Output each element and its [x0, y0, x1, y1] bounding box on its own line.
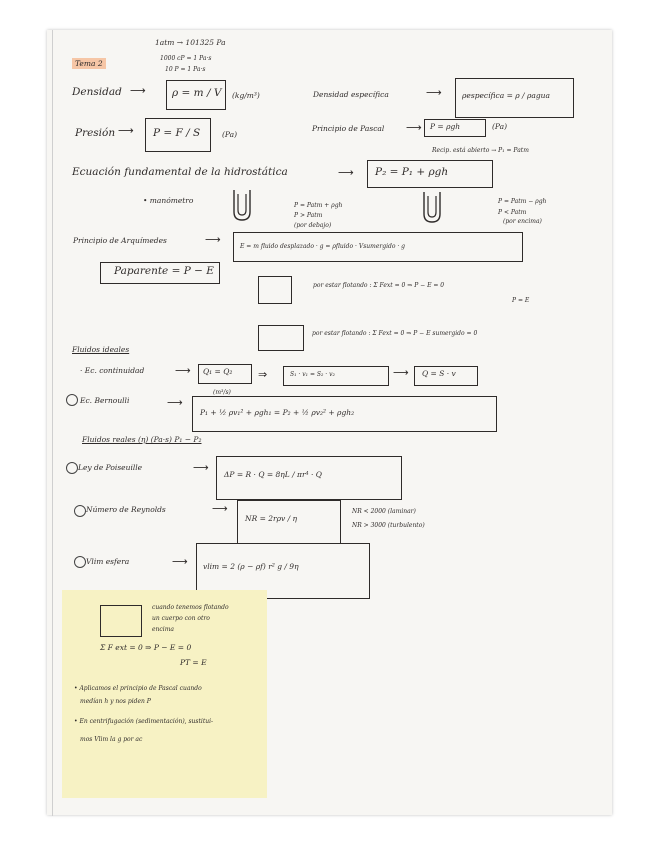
arrow-icon: ⟶ [167, 396, 183, 409]
floating-body-diagram [258, 276, 292, 304]
topic-tag: Tema 2 [72, 58, 106, 69]
note-line-3: encima [152, 626, 174, 633]
real-fluids-heading: Fluidos reales (η) (Pa·s) P₁ − P₂ [82, 435, 202, 444]
stacked-body-diagram [258, 325, 304, 351]
archimedes-label: Principio de Arquímedes [73, 236, 167, 245]
continuity-eq3: Q = S · v [422, 369, 456, 378]
poiseuille-label: Ley de Poiseuille [78, 463, 143, 472]
manometer-label: • manómetro [143, 196, 194, 205]
arrow-icon: ⟶ [406, 121, 422, 134]
arrow-icon: ⟶ [118, 124, 134, 137]
arrow-icon: ⟶ [130, 84, 146, 97]
hydrostatics-label: Ecuación fundamental de la hidrostática [72, 166, 288, 178]
implies-icon: ⇒ [258, 368, 268, 381]
open-container-note: Recip. está abierto → P₁ = Patm [432, 147, 529, 154]
bullet-circle [74, 505, 86, 517]
note-eq-1: Σ F ext = 0 ⇒ P − E = 0 [100, 643, 192, 652]
density-unit: (kg/m³) [232, 91, 260, 100]
manometer-eq2: P > Patm [294, 212, 323, 219]
conversion-cp: 1000 cP = 1 Pa·s [160, 55, 212, 62]
density-formula: ρ = m / V [172, 87, 222, 99]
continuity-eq1: Q₁ = Q₂ [203, 367, 233, 376]
manometer-eq6: (por encima) [503, 218, 542, 225]
stacked-bodies-diagram [100, 605, 142, 637]
pressure-unit: (Pa) [222, 130, 238, 139]
floating-submerged-eq: por estar flotando : Σ Fext = 0 ⇒ P − E sumergido = 0 [312, 330, 478, 337]
note-bullet-1b: medían h y nos piden P [80, 698, 151, 705]
floating-eq: por estar flotando : Σ Fext = 0 ⇒ P − E = 0 [313, 282, 445, 289]
floating-eq-result: P = E [512, 297, 530, 304]
arrow-icon: ⟶ [175, 364, 191, 377]
continuity-unit: (m³/s) [213, 389, 231, 396]
bernoulli-formula: P₁ + ½ ρv₁² + ρgh₁ = P₂ + ½ ρv₂² + ρgh₂ [200, 408, 355, 417]
continuity-label: · Ec. continuidad [80, 366, 145, 375]
specific-density-label: Densidad específica [313, 90, 389, 99]
note-bullet-1a: • Aplicamos el principio de Pascal cuando [74, 685, 202, 692]
note-bullet-2b: mos Vlim la g por ac [80, 736, 143, 743]
poiseuille-formula: ΔP = R · Q = 8ηL / πr⁴ · Q [224, 470, 322, 479]
manometer-eq5: P < Patm [498, 209, 527, 216]
specific-density-formula: ρespecífica = ρ / ρagua [462, 91, 550, 100]
pascal-unit: (Pa) [492, 122, 508, 131]
reynolds-turbulent: NR > 3000 (turbulento) [352, 522, 425, 529]
arrow-icon: ⟶ [172, 555, 188, 568]
terminal-velocity-label: Vlim esfera [86, 557, 130, 566]
manometer-eq1: P = Patm + ρgh [294, 202, 343, 209]
manometer-eq4: P = Patm − ρgh [498, 198, 547, 205]
pascal-label: Principio de Pascal [312, 124, 385, 133]
manometer-icon [418, 190, 448, 224]
note-bullet-2a: • En centrifugación (sedimentación), sustitui- [74, 718, 214, 725]
reynolds-label: Número de Reynolds [86, 505, 166, 514]
note-line-2: un cuerpo con otro [152, 615, 210, 622]
arrow-icon: ⟶ [426, 86, 442, 99]
pascal-formula: P = ρgh [430, 122, 461, 131]
arrow-icon: ⟶ [193, 461, 209, 474]
apparent-weight-formula: Paparente = P − E [114, 265, 214, 277]
note-line-1: cuando tenemos flotando [152, 604, 229, 611]
pressure-formula: P = F / S [153, 127, 201, 139]
manometer-icon [228, 188, 258, 222]
bullet-circle [74, 556, 86, 568]
ideal-fluids-heading: Fluidos ideales [72, 345, 130, 354]
arrow-icon: ⟶ [338, 166, 354, 179]
bullet-circle [66, 462, 78, 474]
reynolds-laminar: NR < 2000 (laminar) [352, 508, 416, 515]
hydrostatics-formula: P₂ = P₁ + ρgh [375, 166, 449, 178]
arrow-icon: ⟶ [212, 502, 228, 515]
terminal-velocity-formula: vlim = 2 (ρ − ρf) r² g / 9η [203, 562, 299, 571]
page-margin-line [52, 30, 53, 816]
bullet-circle [66, 394, 78, 406]
arrow-icon: ⟶ [393, 366, 409, 379]
note-eq-2: PT = E [180, 658, 207, 667]
archimedes-formula: E = m fluido desplazado · g = ρfluido · Vsumergido · g [240, 243, 406, 250]
arrow-icon: ⟶ [205, 233, 221, 246]
reynolds-formula: NR = 2rρv / η [245, 514, 298, 523]
continuity-eq2: S₁ · v₁ = S₂ · v₂ [290, 371, 335, 378]
pressure-label: Presión [75, 127, 116, 139]
manometer-eq3: (por debajo) [294, 222, 332, 229]
conversion-atm: 1atm → 101325 Pa [155, 38, 226, 47]
bernoulli-label: Ec. Bernoulli [80, 396, 130, 405]
conversion-poise: 10 P = 1 Pa·s [165, 66, 206, 73]
density-label: Densidad [72, 86, 122, 98]
